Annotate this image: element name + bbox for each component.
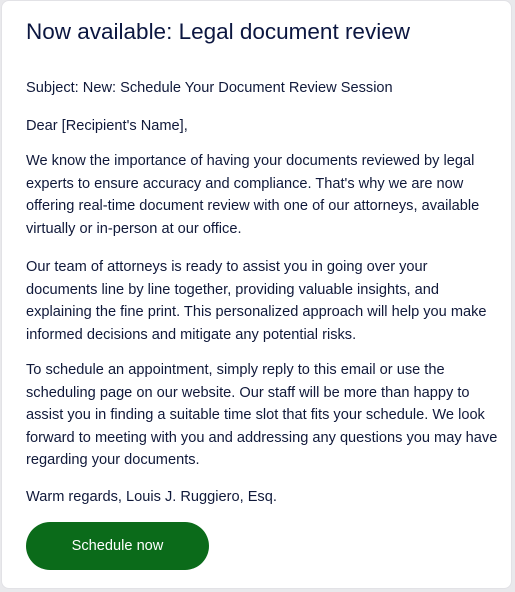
schedule-now-button[interactable]: Schedule now: [26, 522, 209, 570]
email-heading: Now available: Legal document review: [26, 19, 410, 44]
email-paragraph: We know the importance of having your documents reviewed by legal experts to ensure accuracy and compliance. That's why we are now offering real-time document review with one of our attorneys, available virtually or in-person at our office.: [26, 153, 480, 237]
email-card: [1, 0, 512, 589]
email-subject: Subject: New: Schedule Your Document Review Session: [26, 80, 393, 96]
email-greeting: Dear [Recipient's Name],: [26, 118, 188, 134]
email-signoff: Warm regards, Louis J. Ruggiero, Esq.: [26, 489, 277, 505]
email-paragraph: To schedule an appointment, simply reply to this email or use the scheduling page on our website. Our staff will be more than happy to assist you in finding a suitable time slot that fits your schedule. We look forward to meeting with you and addressing any questions you may have regarding your documents.: [26, 362, 498, 469]
email-paragraph: Our team of attorneys is ready to assist you in going over your documents line by line together, providing valuable insights, and explaining the fine print. This personalized approach will help you make informed decisions and mitigate any potential risks.: [26, 259, 487, 343]
